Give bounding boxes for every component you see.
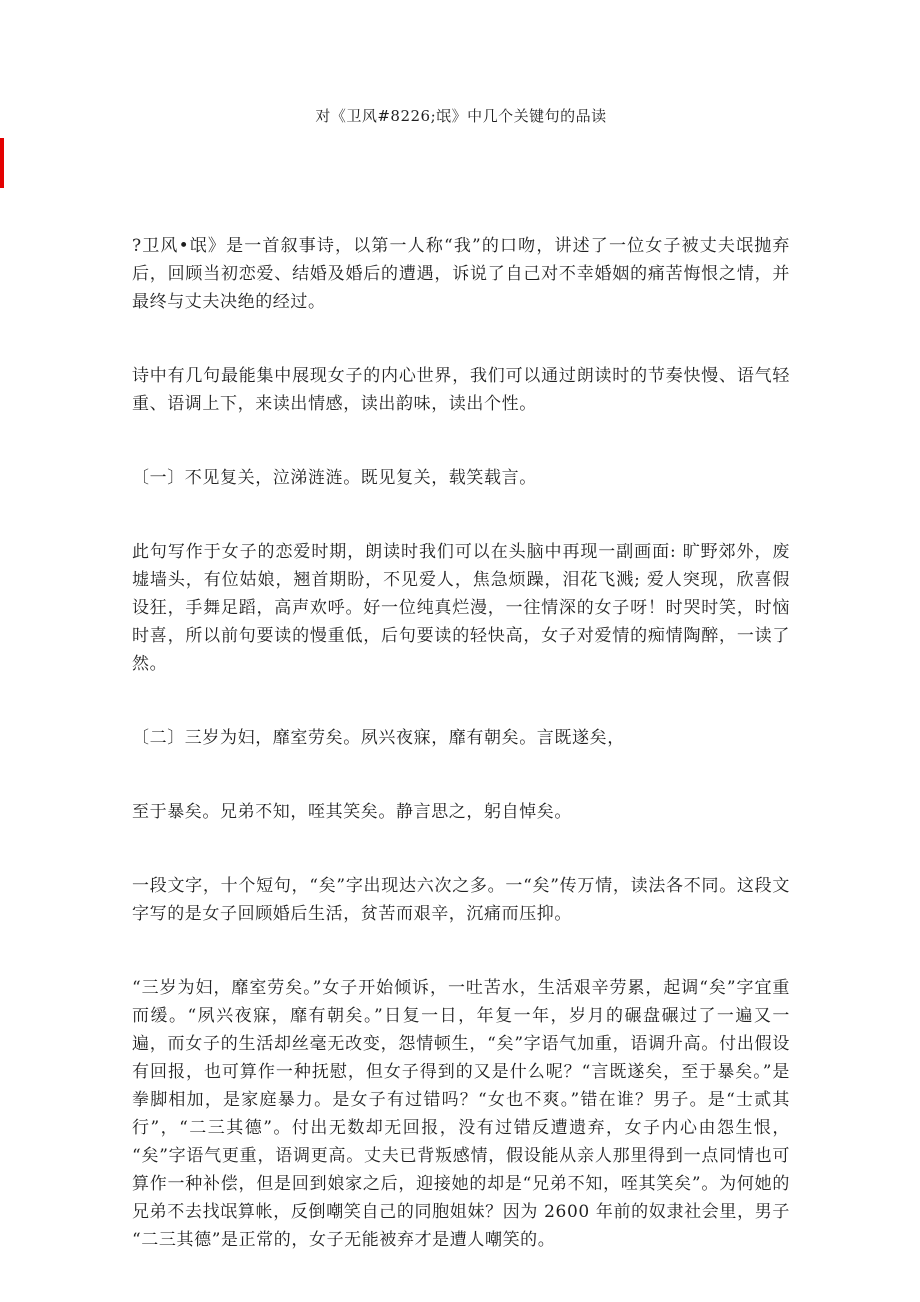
document-title: 对《卫风#8226;氓》中几个关键句的品读 xyxy=(315,107,607,125)
paragraph-quote-one: 〔一〕不见复关，泣涕涟涟。既见复关，载笑载言。 xyxy=(132,468,537,488)
paragraph-quote-two-part1: 〔二〕三岁为妇，靡室劳矣。夙兴夜寐，靡有朝矣。言既遂矣， xyxy=(132,728,625,748)
paragraph-analysis-two-intro: 一段文字，十个短句，“矣”字出现达六次之多。一“矣”传万情，读法各不同。这段文字写的是女子回顾婚后生活，贫苦而艰辛，沉痛而压抑。 xyxy=(132,876,790,924)
paragraph-quote-two-part2: 至于暴矣。兄弟不知，咥其笑矣。静言思之，躬自悼矣。 xyxy=(132,802,572,822)
red-margin-marker xyxy=(0,138,4,188)
paragraph-intro: ?卫风•氓》是一首叙事诗，以第一人称“我”的口吻，讲述了一位女子被丈夫氓抛弃后，回顾当初恋爱、结婚及婚后的遭遇，诉说了自己对不幸婚姻的痛苦悔恨之情，并最终与丈夫决绝的经过。 xyxy=(132,236,790,312)
paragraph-analysis-two-detail: “三岁为妇，靡室劳矣。”女子开始倾诉，一吐苦水，生活艰辛劳累，起调“矣”字宜重而缓。“夙兴夜寐，靡有朝矣。”日复一日，年复一年，岁月的碾盘碾过了一遍又一遍，而女子的生活却丝毫无改变，怨情顿生，“矣”字语气加重，语调升高。付出假设有回报，也可算作一种抚慰，但女子得到的又是什么呢？“言既遂矣，至于暴矣。”是拳脚相加，是家庭暴力。是女子有过错吗？“女也不爽。”错在谁？男子。是“士贰其行”，“二三其德”。付出无数却无回报，没有过错反遭遗弃，女子内心由怨生恨，“矣”字语气更重，语调更高。丈夫已背叛感情，假设能从亲人那里得到一点同情也可算作一种补偿，但是回到娘家之后，迎接她的却是“兄弟不知，咥其笑矣”。为何她的兄弟不去找氓算帐，反倒嘲笑自己的同胞姐妹？因为 2600 年前的奴隶社会里，男子“二三其德”是正常的，女子无能被弃才是遭人嘲笑的。 xyxy=(132,978,790,1250)
paragraph-overview: 诗中有几句最能集中展现女子的内心世界，我们可以通过朗读时的节奏快慢、语气轻重、语调上下，来读出情感，读出韵味，读出个性。 xyxy=(132,366,790,414)
paragraph-analysis-one: 此句写作于女子的恋爱时期，朗读时我们可以在头脑中再现一副画面: 旷野郊外，废墟墙头，有位姑娘，翘首期盼，不见爱人，焦急烦躁，泪花飞溅; 爱人突现，欣喜假设狂，手舞足蹈，高声欢呼。好一位纯真烂漫，一往情深的女子呀！时哭时笑，时恼时喜，所以前句要读的慢重低，后句要读的轻快高，女子对爱情的痴情陶醉，一读了然。 xyxy=(132,542,790,674)
